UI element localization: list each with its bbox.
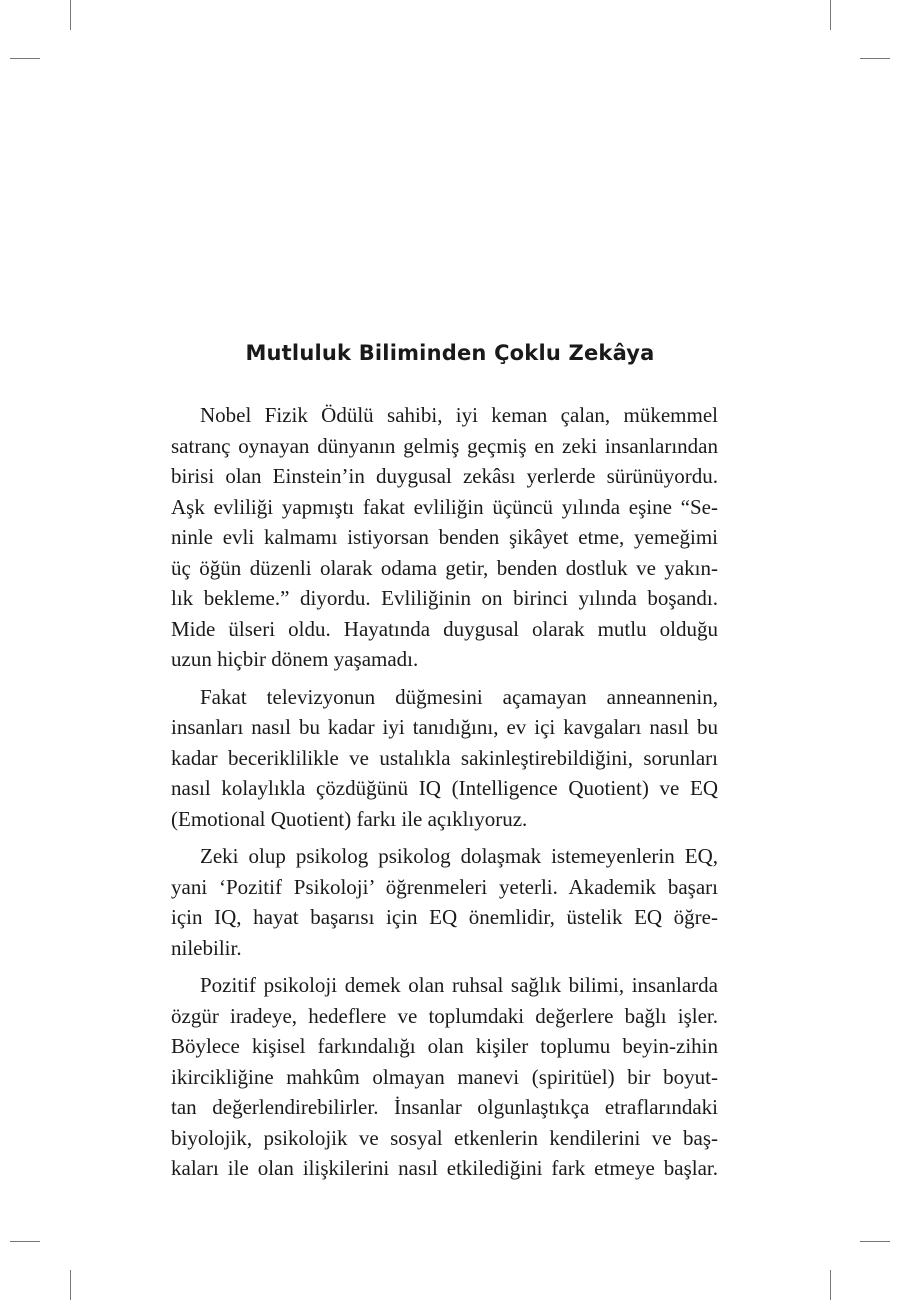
text-line: kaları ile olan ilişkilerini nasıl etkilediğini fark etmeye başlar. bbox=[171, 1156, 718, 1180]
text-line: insanları nasıl bu kadar iyi tanıdığını, ev içi kavgaları nasıl bu bbox=[171, 715, 718, 739]
text-line: Zeki olup psikolog psikolog dolaşmak istemeyenlerin EQ, bbox=[200, 844, 718, 868]
text-line: Böylece kişisel farkındalığı olan kişiler toplumu beyin-zihin bbox=[171, 1034, 718, 1058]
text-line: kadar beceriklilikle ve ustalıkla sakinleştirebildiğini, sorunları bbox=[171, 745, 718, 770]
text-line: yani ‘Pozitif Psikoloji’ öğrenmeleri yeterli. Akademik başarı bbox=[171, 874, 718, 899]
body-text bbox=[171, 400, 718, 1191]
text-line: biyolojik, psikolojik ve sosyal etkenlerin kendilerini ve baş- bbox=[171, 1125, 718, 1150]
text-line: Aşk evliliği yapmıştı fakat evliliğin üçüncü yılında eşine “Se- bbox=[171, 494, 718, 519]
text-line: Fakat televizyonun düğmesini açamayan anneannenin, bbox=[200, 684, 718, 709]
crop-mark-bottom-left-horizontal bbox=[10, 1241, 40, 1242]
text-line: (Emotional Quotient) farkı ile açıklıyoruz. bbox=[171, 806, 528, 831]
crop-mark-bottom-right-horizontal bbox=[860, 1241, 890, 1242]
text-line: ninle evli kalmamı istiyorsan benden şikâyet etme, yemeğimi bbox=[171, 525, 718, 549]
crop-mark-top-right-vertical bbox=[830, 0, 831, 30]
text-line: üç öğün düzenli olarak odama getir, benden dostluk ve yakın- bbox=[171, 555, 718, 580]
text-line: birisi olan Einstein’in duygusal zekâsı yerlerde sürünüyordu. bbox=[171, 464, 718, 488]
crop-mark-top-right-horizontal bbox=[860, 58, 890, 59]
crop-mark-top-left-horizontal bbox=[10, 58, 40, 59]
text-line: lık bekleme.” diyordu. Evliliğinin on birinci yılında boşandı. bbox=[171, 586, 718, 610]
text-line: nasıl kolaylıkla çözdüğünü IQ (Intelligence Quotient) ve EQ bbox=[171, 776, 718, 800]
paragraph bbox=[171, 400, 718, 675]
text-line: Nobel Fizik Ödülü sahibi, iyi keman çalan, mükemmel bbox=[200, 403, 718, 427]
text-line: nilebilir. bbox=[171, 935, 242, 960]
crop-mark-top-left-vertical bbox=[70, 0, 71, 30]
paragraph bbox=[171, 841, 718, 963]
paragraph bbox=[171, 970, 718, 1184]
text-line: satranç oynayan dünyanın gelmiş geçmiş en zeki insanlarından bbox=[171, 433, 718, 458]
paragraph bbox=[171, 682, 718, 835]
text-line: Mide ülseri oldu. Hayatında duygusal olarak mutlu olduğu bbox=[171, 616, 718, 641]
text-line: tan değerlendirebilirler. İnsanlar olgunlaştıkça etraflarındaki bbox=[171, 1095, 718, 1119]
text-line: ikircikliğine mahkûm olmayan manevi (spiritüel) bir boyut- bbox=[171, 1064, 718, 1089]
crop-mark-bottom-left-vertical bbox=[70, 1270, 71, 1300]
text-line: için IQ, hayat başarısı için EQ önemlidir, üstelik EQ öğre- bbox=[171, 905, 718, 929]
page-title: Mutluluk Biliminden Çoklu Zekâya bbox=[245, 341, 655, 365]
text-line: özgür iradeye, hedeflere ve toplumdaki değerlere bağlı işler. bbox=[171, 1003, 718, 1028]
crop-mark-bottom-right-vertical bbox=[830, 1270, 831, 1300]
text-line: uzun hiçbir dönem yaşamadı. bbox=[171, 647, 419, 671]
text-line: Pozitif psikoloji demek olan ruhsal sağlık bilimi, insanlarda bbox=[200, 973, 718, 997]
